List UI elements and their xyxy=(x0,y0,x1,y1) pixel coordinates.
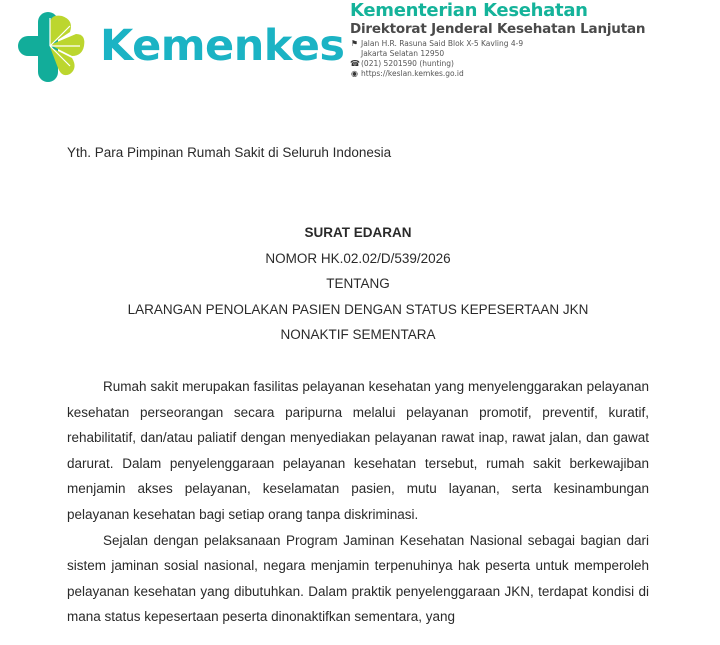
letter-body xyxy=(67,374,649,630)
location-pin-icon: ⚑ xyxy=(350,39,359,48)
directorate-name: Direktorat Jenderal Kesehatan Lanjutan xyxy=(350,21,646,37)
document-number: NOMOR HK.02.02/D/539/2026 xyxy=(265,250,451,266)
kemenkes-logo-icon xyxy=(18,12,86,82)
body-paragraph: Rumah sakit merupakan fasilitas pelayanan kesehatan yang menyelenggarakan pelayanan kesehatan perseorangan secara paripurna melalui pelayanan promotif, preventif, kuratif, rehabilitatif, dan/atau paliatif dengan menyediakan pelayanan rawat inap, rawat jalan, dan gawat darurat. Dalam penyelenggaraan pelayanan kesehatan tersebut, rumah sakit berkewajiban menjamin akses pelayanan, keselamatan pasien, mutu layanan, serta kesinambungan pelayanan kesehatan bagi setiap orang tanpa diskriminasi. xyxy=(67,379,649,522)
document-type-title: SURAT EDARAN xyxy=(304,225,412,240)
body-paragraph: Sejalan dengan pelaksanaan Program Jaminan Kesehatan Nasional sebagai bagian dari sistem jaminan sosial nasional, negara menjamin terpenuhinya hak peserta untuk memperoleh pelayanan kesehatan yang dibutuhkan. Dalam praktik penyelenggaraan JKN, terdapat kondisi di mana status kepesertaan peserta dinonaktifkan sementara, yang xyxy=(67,532,649,625)
organization-block xyxy=(350,1,645,79)
address-row xyxy=(350,39,645,49)
letter-title-block xyxy=(0,220,716,348)
recipient-line: Yth. Para Pimpinan Rumah Sakit di Seluruh Indonesia xyxy=(67,145,392,160)
contact-info xyxy=(350,39,645,79)
globe-icon: ◉ xyxy=(351,69,358,78)
subject-line-1: LARANGAN PENOLAKAN PASIEN DENGAN STATUS KEPESERTAAN JKN xyxy=(127,301,589,317)
subject-line-2: NONAKTIF SEMENTARA xyxy=(280,327,436,342)
address-line-2: Jakarta Selatan 12950 xyxy=(361,49,445,58)
ministry-name: Kementerian Kesehatan xyxy=(350,0,588,21)
about-label: TENTANG xyxy=(326,276,390,291)
address-line-1: Jalan H.R. Rasuna Said Blok X-5 Kavling 4-9 xyxy=(361,39,524,48)
phone-number: (021) 5201590 (hunting) xyxy=(361,59,454,68)
logo-wordmark: Kemenkes xyxy=(100,21,345,71)
address-row-2 xyxy=(350,49,645,59)
letterhead xyxy=(0,0,720,100)
website-row xyxy=(350,69,645,79)
website-link[interactable]: https://keslan.kemkes.go.id xyxy=(361,69,464,78)
phone-row xyxy=(350,59,645,69)
telephone-icon: ☎ xyxy=(350,59,360,68)
